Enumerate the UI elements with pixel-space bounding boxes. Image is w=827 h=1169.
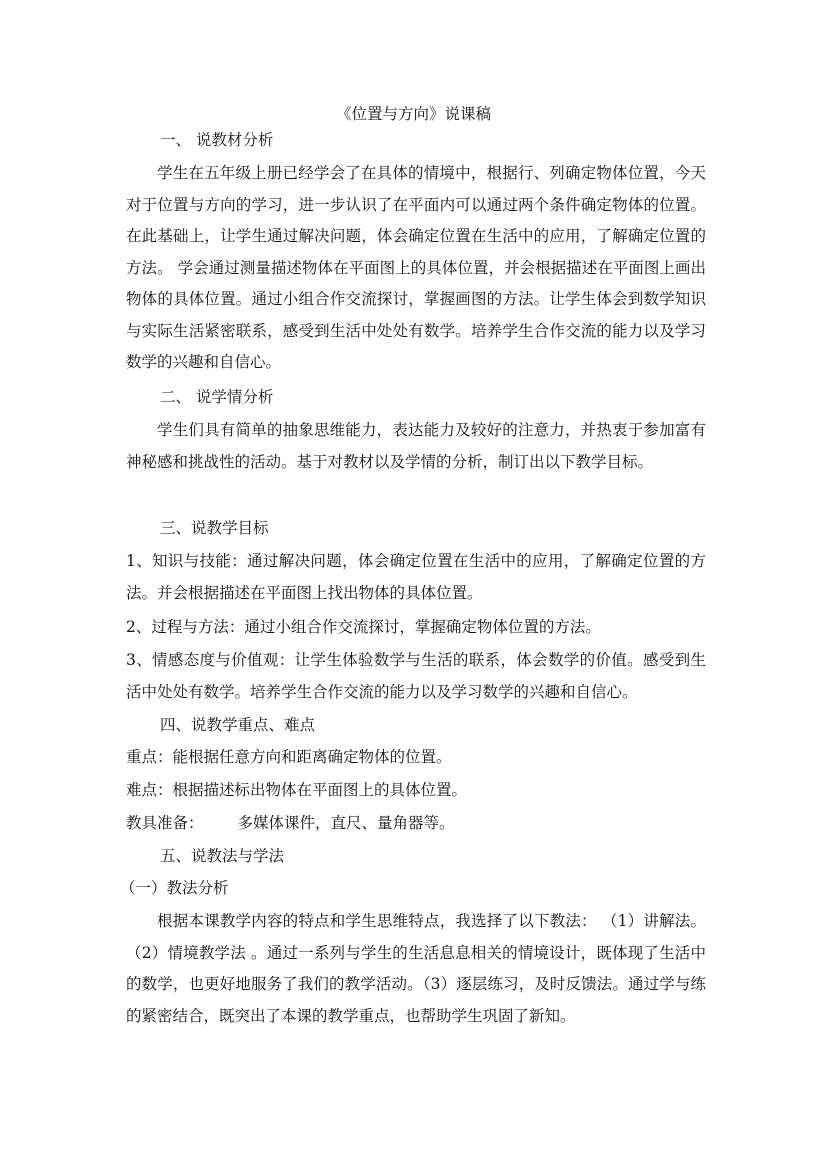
teaching-aids — [126, 812, 455, 834]
teaching-aids-label: 教具准备： — [126, 814, 204, 832]
objective-item-2: 2、过程与方法：通过小组合作交流探讨，掌握确定物体位置的方法。 — [126, 618, 601, 636]
document-title: 《位置与方向》说课稿 — [335, 105, 491, 123]
section-paragraph-5: 根据本课教学内容的特点和学生思维特点，我选择了以下教法： （1）讲解法。（2）情境教学法 。通过一系列与学生的生活息息相关的情境设计，既体现了生活中的数学，也更好地服务了我们的教学活动。（3）逐层练习，及时反馈法。通过学与练的紧密结合，既突出了本课的教学重点，也帮助学生巩固了新知。 — [126, 912, 706, 1025]
difficult-point: 难点：根据描述标出物体在平面图上的具体位置。 — [126, 781, 468, 799]
section-heading-2: 二、 说学情分析 — [160, 388, 274, 406]
objective-item-1: 1、知识与技能：通过解决问题，体会确定位置在生活中的应用，了解确定位置的方法。并会根据描述在平面图上找出物体的具体位置。 — [126, 552, 706, 602]
key-point: 重点：能根据任意方向和距离确定物体的位置。 — [126, 748, 452, 766]
section-heading-3: 三、说教学目标 — [160, 519, 269, 537]
section-heading-1: 一、 说教材分析 — [160, 131, 274, 149]
section-paragraph-2: 学生们具有简单的抽象思维能力，表达能力及较好的注意力，并热衷于参加富有神秘感和挑战性的活动。基于对教材以及学情的分析，制订出以下教学目标。 — [126, 421, 706, 471]
section-heading-5: 五、说教法与学法 — [160, 847, 285, 865]
subsection-heading-1: （一）教法分析 — [120, 879, 229, 897]
teaching-aids-value: 多媒体课件，直尺、量角器等。 — [237, 814, 455, 832]
section-heading-4: 四、说教学重点、难点 — [160, 716, 316, 734]
section-paragraph-1: 学生在五年级上册已经学会了在具体的情境中，根据行、列确定物体位置，今天对于位置与方向的学习，进一步认识了在平面内可以通过两个条件确定物体的位置。在此基础上，让学生通过解决问题，体会确定位置在生活中的应用，了解确定位置的方法。 学会通过测量描述物体在平面图上的具体位置，并会根据描述在平面图上画出物体的具体位置。通过小组合作交流探讨，掌握画图的方法。让学生体会到数学知识与实际生活紧密联系，感受到生活中处处有数学。培养学生合作交流的能力以及学习数学的兴趣和自信心。 — [126, 164, 706, 371]
objective-item-3: 3、情感态度与价值观：让学生体验数学与生活的联系，体会数学的价值。感受到生活中处处有数学。培养学生合作交流的能力以及学习数学的兴趣和自信心。 — [126, 651, 706, 701]
